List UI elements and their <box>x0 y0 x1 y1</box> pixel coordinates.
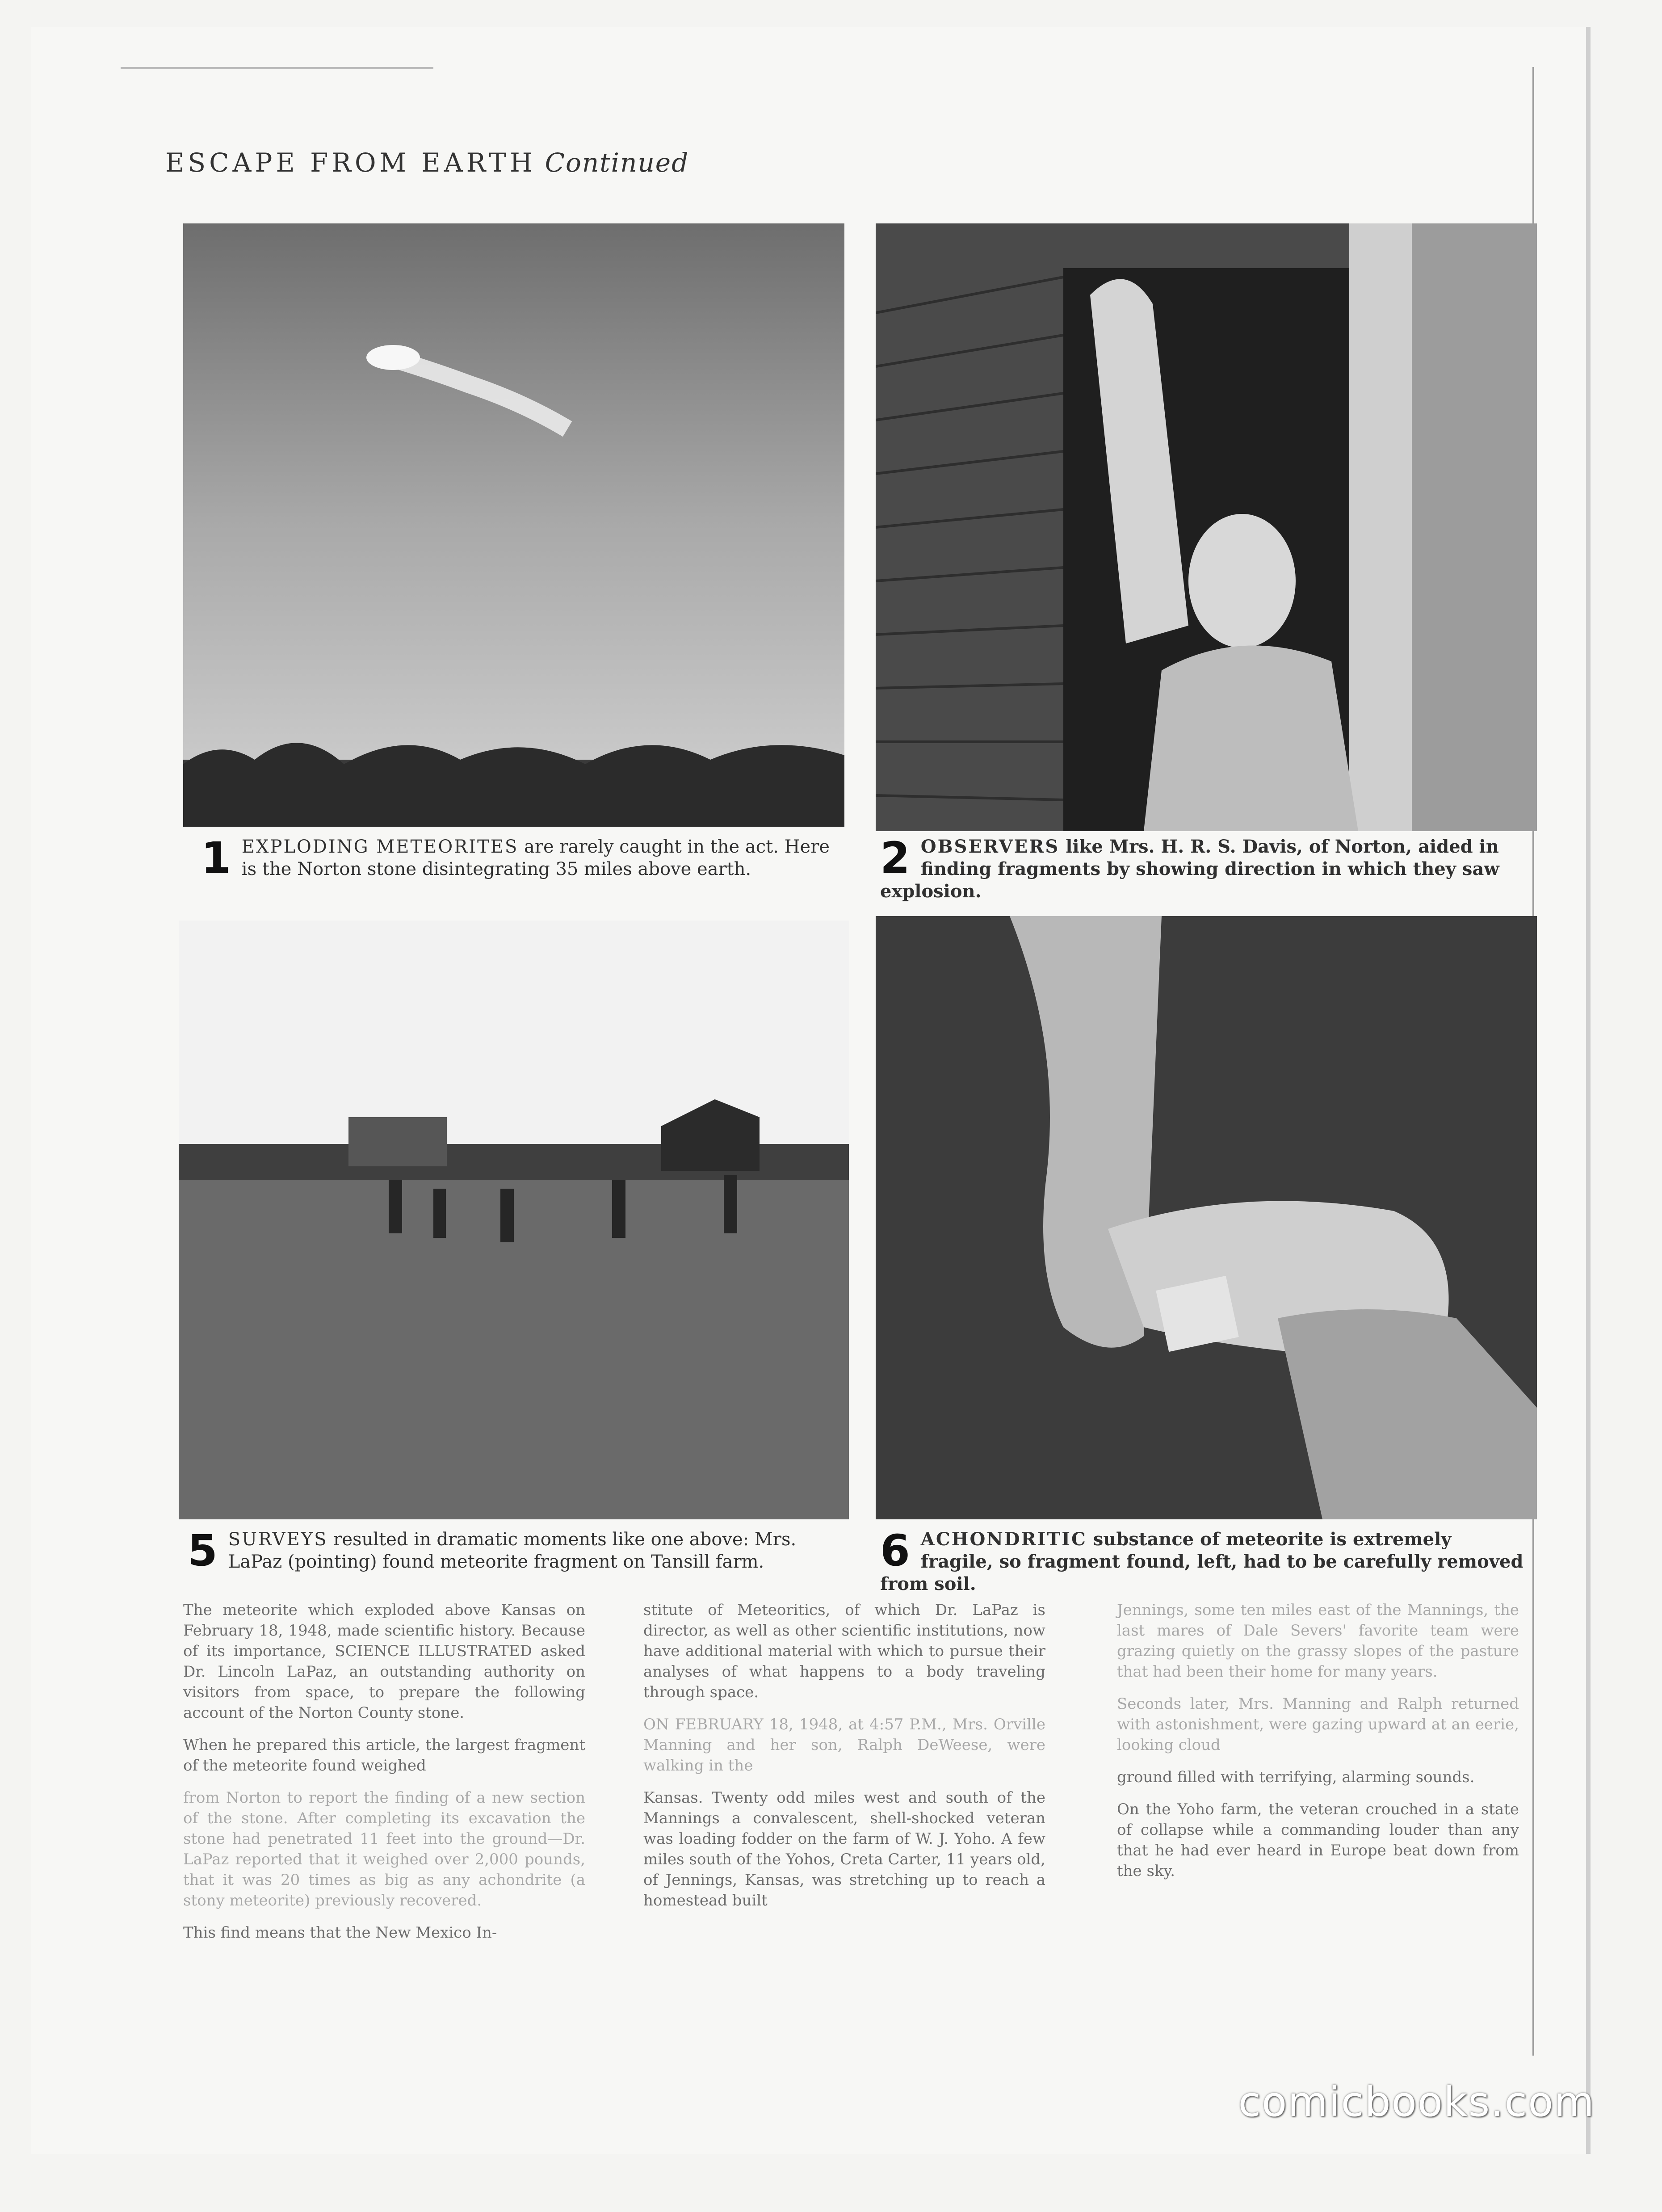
article-paragraph: Kansas. Twenty odd miles west and south of the Mannings a convalescent, shell-shocked veteran was loading fodder on the farm of W. J. Yoho. A few miles south of the Yohos, Creta Carter, 11 years old, of Jennings, Kansas, was stretching up to reach a homestead built <box>643 1789 1045 1909</box>
caption-text: resulted in dramatic moments like one above: Mrs. LaPaz (pointing) found meteorite fragment on Tansill farm. <box>228 1529 797 1572</box>
caption-lead: EXPLODING METEORITES <box>241 837 519 857</box>
caption-number: 1 <box>201 833 231 883</box>
sky-explosion-photo <box>183 223 844 827</box>
article-paragraph: ground filled with terrifying, alarming sounds. <box>1117 1768 1475 1786</box>
article-paragraph: The meteorite which exploded above Kansas on February 18, 1948, made scientific history. Because of its importance, SCIENCE ILLUSTRATED asked Dr. Lincoln LaPaz, an outstanding authority on visitors from space, to prepare the following account of the Norton County stone. <box>183 1601 585 1722</box>
article-paragraph: stitute of Meteoritics, of which Dr. LaPaz is director, as well as other scientific institutions, now have additional material with which to pursue their analyses of what happens to a body traveling through space. <box>643 1601 1045 1701</box>
caption-lead: OBSERVERS <box>920 836 1060 857</box>
article-column-3 <box>1117 1600 1519 1893</box>
article-paragraph: from Norton to report the finding of a new section of the stone. After completing its excavation the stone had penetrated 11 feet into the ground—Dr. LaPaz reported that it weighed over 2,000 pounds, that it was 20 times as big as any achondrite (a stony meteorite) previously recovered. <box>183 1789 585 1909</box>
caption-lead: ACHONDRITIC <box>920 1529 1087 1550</box>
header-continued: Continued <box>545 147 689 178</box>
site-watermark: comicbooks.com <box>1238 2078 1595 2126</box>
caption-5 <box>188 1526 840 1576</box>
page-header <box>165 147 689 178</box>
article-column-1 <box>183 1600 585 1955</box>
caption-number: 6 <box>880 1526 910 1576</box>
caption-6 <box>880 1528 1528 1595</box>
article-paragraph: Jennings, some ten miles east of the Mannings, the last mares of Dale Severs' favorite team were grazing quietly on the grassy slopes of the pasture that had been their home for many years. <box>1117 1601 1519 1681</box>
caption-2 <box>880 833 1528 903</box>
caption-number: 2 <box>880 833 910 883</box>
header-title: ESCAPE FROM EARTH <box>165 147 536 178</box>
top-rule <box>121 67 433 69</box>
caption-text: are rarely caught in the act. Here is the Norton stone disintegrating 35 miles above earth. <box>241 837 830 879</box>
article-paragraph: Seconds later, Mrs. Manning and Ralph returned with astonishment, were gazing upward at an eerie, looking cloud <box>1117 1695 1519 1754</box>
article-column-2 <box>643 1600 1045 1922</box>
caption-text: substance of meteorite is extremely fragile, so fragment found, left, had to be carefully removed from soil. <box>880 1529 1524 1594</box>
caption-lead: SURVEYS <box>228 1529 328 1550</box>
article-paragraph: This find means that the New Mexico In- <box>183 1924 497 1942</box>
caption-text: like Mrs. H. R. S. Davis, of Norton, aided in finding fragments by showing direction in which they saw explosion. <box>880 836 1499 902</box>
caption-number: 5 <box>188 1526 218 1576</box>
article-paragraph: On the Yoho farm, the veteran crouched in a state of collapse while a commanding louder than any that he had ever heard in Europe beat down from the sky. <box>1117 1800 1519 1880</box>
article-paragraph: When he prepared this article, the largest fragment of the meteorite found weighed <box>183 1736 585 1775</box>
woman-at-door-photo <box>876 223 1537 831</box>
hands-fragment-photo <box>876 916 1537 1519</box>
field-survey-photo <box>179 921 849 1519</box>
caption-1 <box>201 833 835 883</box>
article-paragraph: ON FEBRUARY 18, 1948, at 4:57 P.M., Mrs. Orville Manning and her son, Ralph DeWeese, were walking in the <box>643 1716 1045 1775</box>
